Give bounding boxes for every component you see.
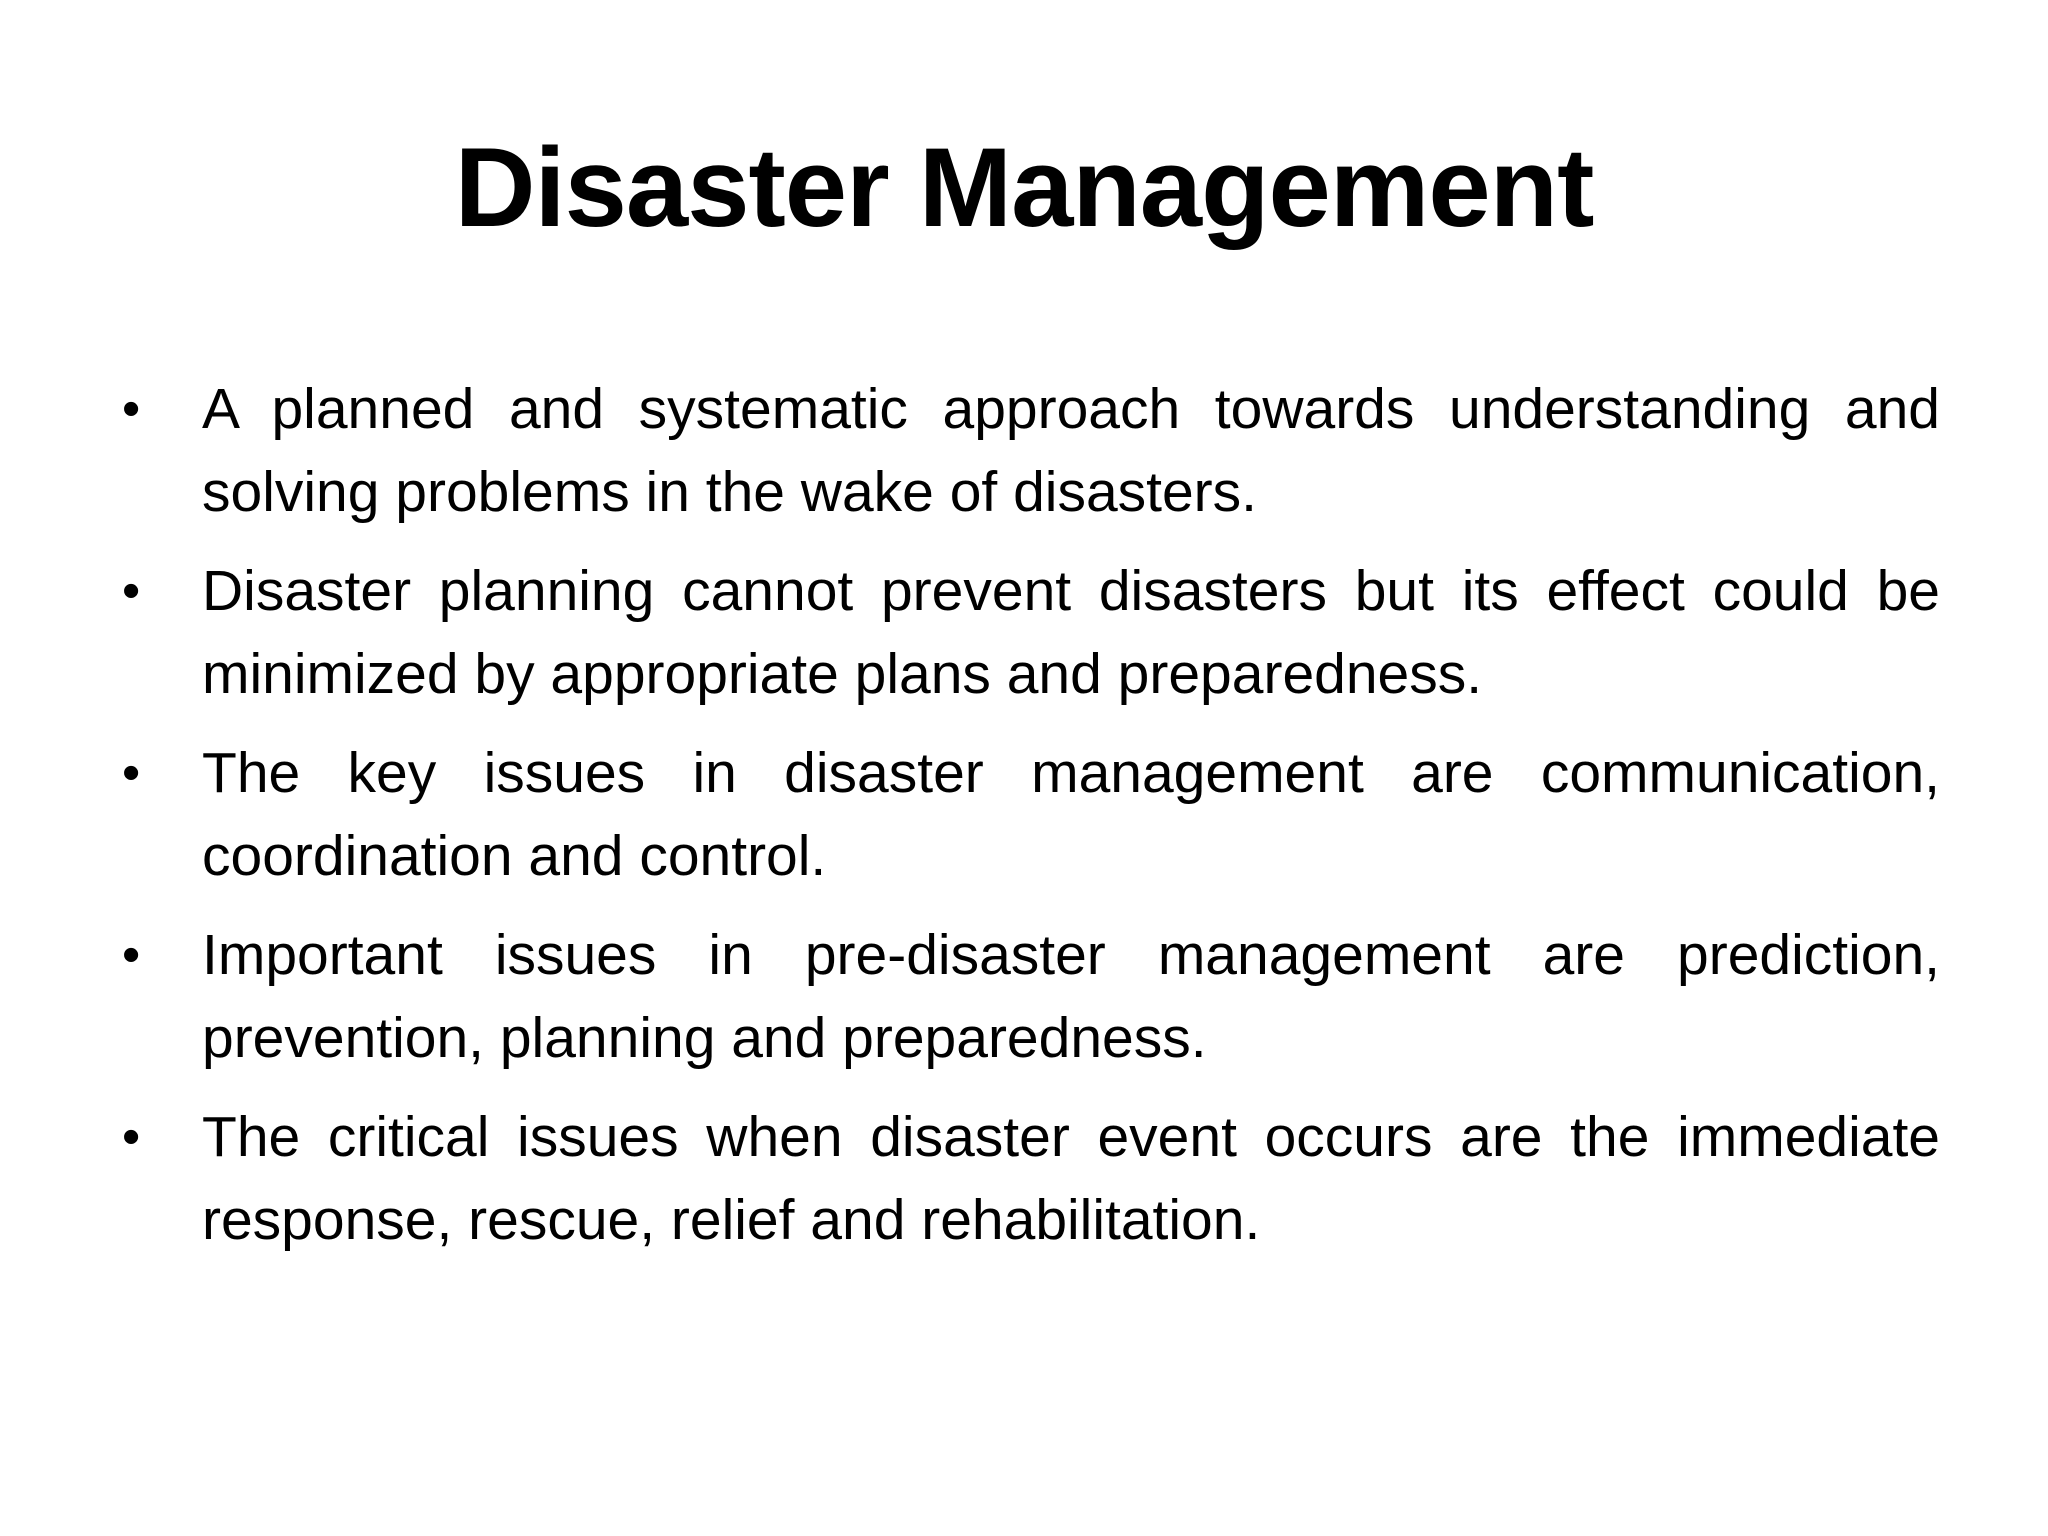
- bullet-text: Disaster planning cannot prevent disasters but its effect could be minimized by appropriate plans and preparedness.: [202, 559, 1940, 706]
- bullet-list: [122, 368, 1940, 1278]
- slide-title: Disaster Management: [454, 125, 1594, 250]
- bullet-icon: •: [122, 926, 141, 984]
- bullet-item: [122, 368, 1940, 534]
- bullet-text: Important issues in pre-disaster management are prediction, prevention, planning and preparedness.: [202, 923, 1940, 1070]
- bullet-item: [122, 914, 1940, 1080]
- bullet-item: [122, 732, 1940, 898]
- bullet-icon: •: [122, 380, 141, 438]
- bullet-icon: •: [122, 1108, 141, 1166]
- bullet-text: The critical issues when disaster event occurs are the immediate response, rescue, relief and rehabilitation.: [202, 1105, 1940, 1252]
- bullet-item: [122, 550, 1940, 716]
- bullet-icon: •: [122, 562, 141, 620]
- bullet-text: A planned and systematic approach towards understanding and solving problems in the wake of disasters.: [202, 377, 1940, 524]
- bullet-item: [122, 1096, 1940, 1262]
- bullet-text: The key issues in disaster management are communication, coordination and control.: [202, 741, 1940, 888]
- bullet-icon: •: [122, 744, 141, 802]
